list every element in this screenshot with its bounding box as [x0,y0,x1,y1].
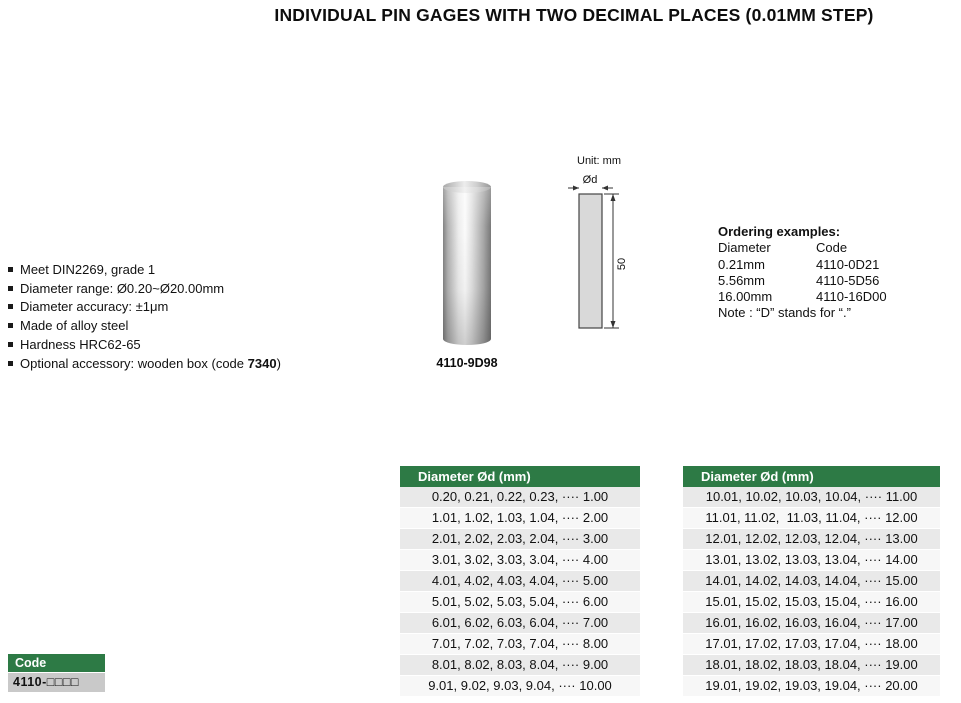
feature-text: Meet DIN2269, grade 1 [20,261,156,277]
pin-model-label: 4110-9D98 [436,356,498,370]
table-row: 14.01, 14.02, 14.03, 14.04, ···· 15.00 [683,571,940,592]
feature-item [8,260,281,279]
bullet-icon [8,286,13,291]
feature-item [8,316,281,335]
table-header: Diameter Ød (mm) [400,466,640,487]
table-header: Diameter Ød (mm) [683,466,940,487]
table-body [400,487,640,697]
ordering-title: Ordering examples: [718,224,841,239]
ordering-header-row [718,240,887,256]
pin-side-view [579,194,602,328]
table-row: 2.01, 2.02, 2.03, 2.04, ···· 3.00 [400,529,640,550]
length-dimension-label: 50 [616,257,628,271]
bullet-icon [8,361,13,366]
table-row: 11.01, 11.02, 11.03, 11.04, ···· 12.00 [683,508,940,529]
table-row: 8.01, 8.02, 8.03, 8.04, ···· 9.00 [400,655,640,676]
ordering-note: Note : “D” stands for “.” [718,305,851,321]
bullet-icon [8,342,13,347]
ordering-row: 5.56mm 4110-5D56 [718,272,880,288]
diameter-symbol-label: Ød [582,174,598,186]
table-row: 13.01, 13.02, 13.03, 13.04, ···· 14.00 [683,550,940,571]
feature-text: Diameter range: Ø0.20~Ø20.00mm [20,280,225,296]
table-row: 19.01, 19.02, 19.03, 19.04, ···· 20.00 [683,676,940,697]
table-body [683,487,940,697]
diameter-table-2 [683,466,940,697]
table-row: 6.01, 6.02, 6.03, 6.04, ···· 7.00 [400,613,640,634]
diameter-table-1 [400,466,640,697]
ordering-col-code: Code [816,240,848,256]
table-row: 15.01, 15.02, 15.03, 15.04, ···· 16.00 [683,592,940,613]
pin-shading [443,187,491,345]
table-row: 0.20, 0.21, 0.22, 0.23, ···· 1.00 [400,487,640,508]
table-row: 18.01, 18.02, 18.03, 18.04, ···· 19.00 [683,655,940,676]
code-panel [8,654,105,692]
bullet-icon [8,323,13,328]
feature-item [8,298,281,317]
accessory-code: 7340 [247,355,277,371]
ordering-col-diameter: Diameter [718,240,771,256]
features-list [8,260,281,373]
code-panel-header: Code [8,654,105,672]
table-row: 12.01, 12.02, 12.03, 12.04, ···· 13.00 [683,529,940,550]
table-row: 16.01, 16.02, 16.03, 16.04, ···· 17.00 [683,613,940,634]
feature-text: Hardness HRC62-65 [20,337,141,353]
code-panel-value: 4110-□□□□ [8,673,105,692]
table-row: 5.01, 5.02, 5.03, 5.04, ···· 6.00 [400,592,640,613]
ordering-row: 16.00mm 4110-16D00 [718,289,887,305]
ordering-row: 0.21mm 4110-0D21 [718,256,880,272]
ordering-examples [718,224,887,322]
table-row: 9.01, 9.02, 9.03, 9.04, ···· 10.00 [400,676,640,697]
table-row: 4.01, 4.02, 4.03, 4.04, ···· 5.00 [400,571,640,592]
bullet-icon [8,267,13,272]
feature-item [8,335,281,354]
feature-text: Diameter accuracy: ±1μm [20,299,169,315]
feature-text: Made of alloy steel [20,318,129,334]
table-row: 7.01, 7.02, 7.03, 7.04, ···· 8.00 [400,634,640,655]
table-row: 1.01, 1.02, 1.03, 1.04, ···· 2.00 [400,508,640,529]
feature-text: Optional accessory: wooden box (code 7340) [20,355,281,371]
table-row: 10.01, 10.02, 10.03, 10.04, ···· 11.00 [683,487,940,508]
bullet-icon [8,304,13,309]
feature-item [8,279,281,298]
table-row: 3.01, 3.02, 3.03, 3.04, ···· 4.00 [400,550,640,571]
feature-item [8,354,281,373]
pin-gage-photo [443,181,491,345]
unit-label: Unit: mm [577,155,621,167]
table-row: 17.01, 17.02, 17.03, 17.04, ···· 18.00 [683,634,940,655]
page-title: INDIVIDUAL PIN GAGES WITH TWO DECIMAL PLACES (0.01MM STEP) [274,5,874,25]
dimension-drawing [565,150,645,350]
